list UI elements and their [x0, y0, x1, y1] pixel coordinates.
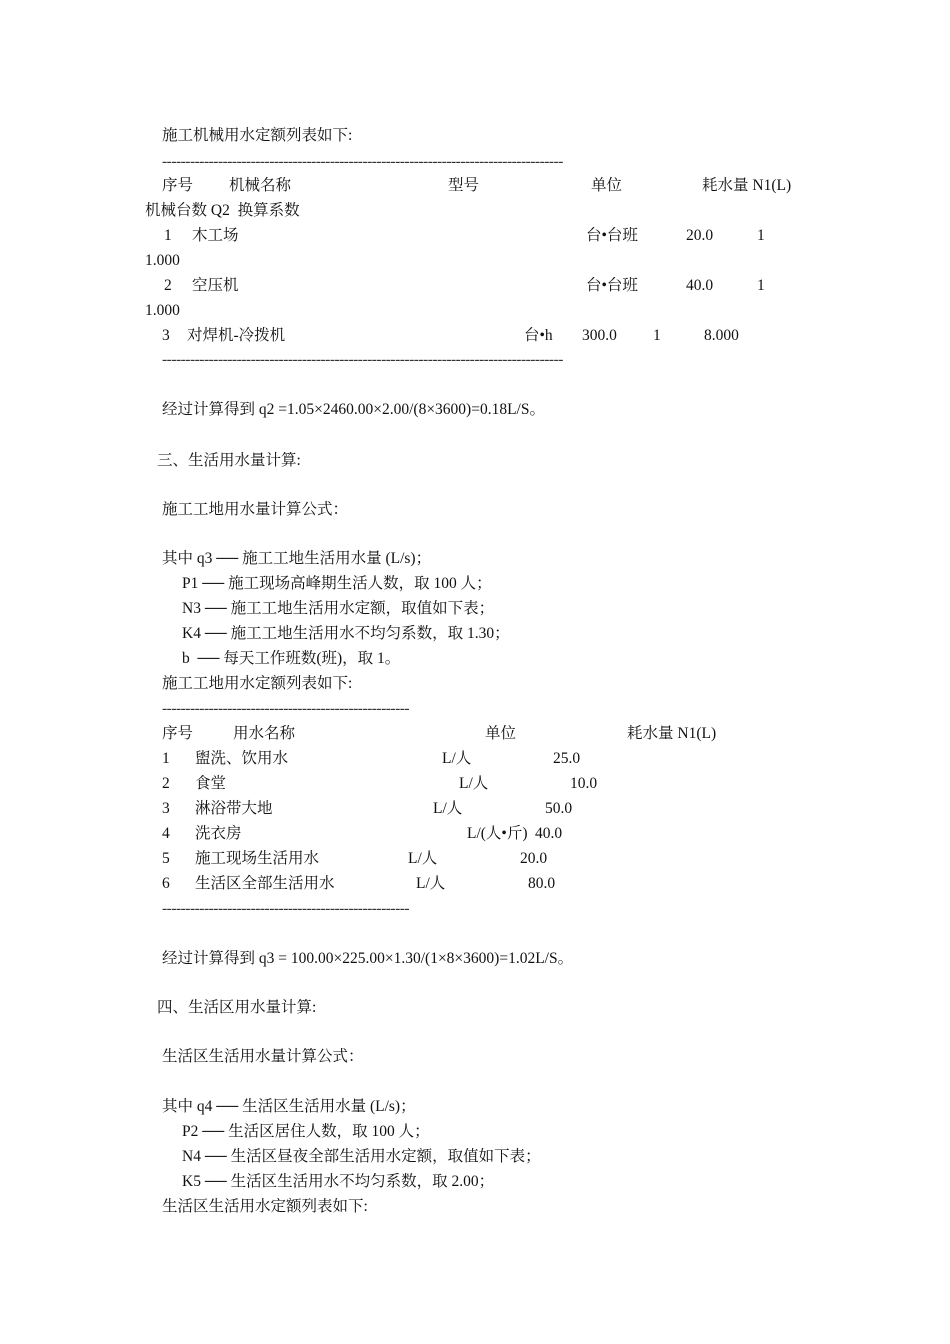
row-quota: 300.0 — [582, 327, 617, 344]
row-seq: 1 — [162, 750, 170, 767]
row-quota: 40.0 — [535, 825, 563, 842]
header-quota: 耗水量 N1(L) — [627, 725, 717, 742]
header-seq: 序号 — [162, 725, 194, 742]
machine-table-title: 施工机械用水定额列表如下: — [162, 127, 353, 144]
definition-b: b ── 每天工作班数(班)，取 1。 — [182, 650, 401, 667]
section4-formula-title: 生活区生活用水量计算公式： — [162, 1048, 364, 1065]
row-count: 1 — [653, 327, 661, 344]
row-unit: L/人 — [433, 800, 463, 817]
row-coef: 8.000 — [704, 327, 739, 344]
row-coef: 1.000 — [145, 252, 180, 269]
section4-heading: 四、生活区用水量计算: — [157, 999, 317, 1016]
separator-line: ----------------------------------------------------- — [162, 700, 410, 717]
row-use-name: 淋浴带大地 — [195, 800, 273, 817]
header-unit: 单位 — [591, 177, 623, 194]
row-unit: 台•台班 — [586, 227, 638, 244]
separator-line: -------------------------------------------------------------------------------------- — [162, 351, 563, 368]
row-quota: 10.0 — [570, 775, 598, 792]
header-quota: 耗水量 N1(L) — [702, 177, 792, 194]
row-count: 1 — [757, 227, 765, 244]
row-quota: 40.0 — [686, 277, 714, 294]
separator-line: -------------------------------------------------------------------------------------- — [162, 153, 563, 170]
row-unit: L/人 — [442, 750, 472, 767]
row-quota: 80.0 — [528, 875, 556, 892]
row-seq: 1 — [164, 227, 172, 244]
header-model: 型号 — [448, 177, 480, 194]
separator-line: ----------------------------------------------------- — [162, 900, 410, 917]
row-quota: 25.0 — [553, 750, 581, 767]
row-seq: 4 — [162, 825, 170, 842]
row-use-name: 施工现场生活用水 — [195, 850, 320, 867]
row-coef: 1.000 — [145, 302, 180, 319]
row-quota: 50.0 — [545, 800, 573, 817]
row-unit: L/人 — [459, 775, 489, 792]
header-machine-name: 机械名称 — [229, 177, 292, 194]
definition-n3: N3 ── 施工工地生活用水定额，取值如下表； — [182, 600, 495, 617]
header-count-coef: 机械台数 Q2 换算系数 — [145, 202, 300, 219]
header-seq: 序号 — [162, 177, 194, 194]
site-table-title: 施工工地用水定额列表如下: — [162, 675, 353, 692]
row-unit: L/(人•斤) — [467, 825, 528, 842]
row-count: 1 — [757, 277, 765, 294]
living-table-title: 生活区生活用水定额列表如下: — [162, 1198, 368, 1215]
q3-result: 经过计算得到 q3 = 100.00×225.00×1.30/(1×8×3600)=1.02L/S。 — [162, 950, 574, 967]
row-seq: 2 — [162, 775, 170, 792]
definition-q4: 其中 q4 ── 生活区生活用水量 (L/s)； — [162, 1098, 416, 1115]
row-seq: 3 — [162, 327, 170, 344]
row-seq: 3 — [162, 800, 170, 817]
definition-q3: 其中 q3 ── 施工工地生活用水量 (L/s)； — [162, 550, 432, 567]
row-quota: 20.0 — [686, 227, 714, 244]
row-quota: 20.0 — [520, 850, 548, 867]
row-seq: 5 — [162, 850, 170, 867]
definition-n4: N4 ── 生活区昼夜全部生活用水定额，取值如下表； — [182, 1148, 541, 1165]
row-machine-name: 木工场 — [192, 227, 239, 244]
definition-k5: K5 ── 生活区生活用水不均匀系数，取 2.00； — [182, 1173, 495, 1190]
row-use-name: 食堂 — [195, 775, 227, 792]
definition-k4: K4 ── 施工工地生活用水不均匀系数，取 1.30； — [182, 625, 510, 642]
row-unit: 台•h — [524, 327, 553, 344]
section3-formula-title: 施工工地用水量计算公式： — [162, 501, 349, 518]
row-seq: 2 — [164, 277, 172, 294]
row-unit: 台•台班 — [586, 277, 638, 294]
header-unit: 单位 — [485, 725, 517, 742]
definition-p1: P1 ── 施工现场高峰期生活人数，取 100 人； — [182, 575, 492, 592]
row-use-name: 洗衣房 — [195, 825, 242, 842]
definition-p2: P2 ── 生活区居住人数，取 100 人； — [182, 1123, 430, 1140]
q2-result: 经过计算得到 q2 =1.05×2460.00×2.00/(8×3600)=0.18L/S。 — [162, 401, 545, 418]
row-unit: L/人 — [416, 875, 446, 892]
row-unit: L/人 — [408, 850, 438, 867]
header-use-name: 用水名称 — [233, 725, 296, 742]
row-use-name: 生活区全部生活用水 — [195, 875, 335, 892]
row-use-name: 盥洗、饮用水 — [195, 750, 289, 767]
row-machine-name: 空压机 — [192, 277, 239, 294]
section3-heading: 三、生活用水量计算: — [157, 452, 301, 469]
row-machine-name: 对焊机-冷拨机 — [187, 327, 286, 344]
row-seq: 6 — [162, 875, 170, 892]
